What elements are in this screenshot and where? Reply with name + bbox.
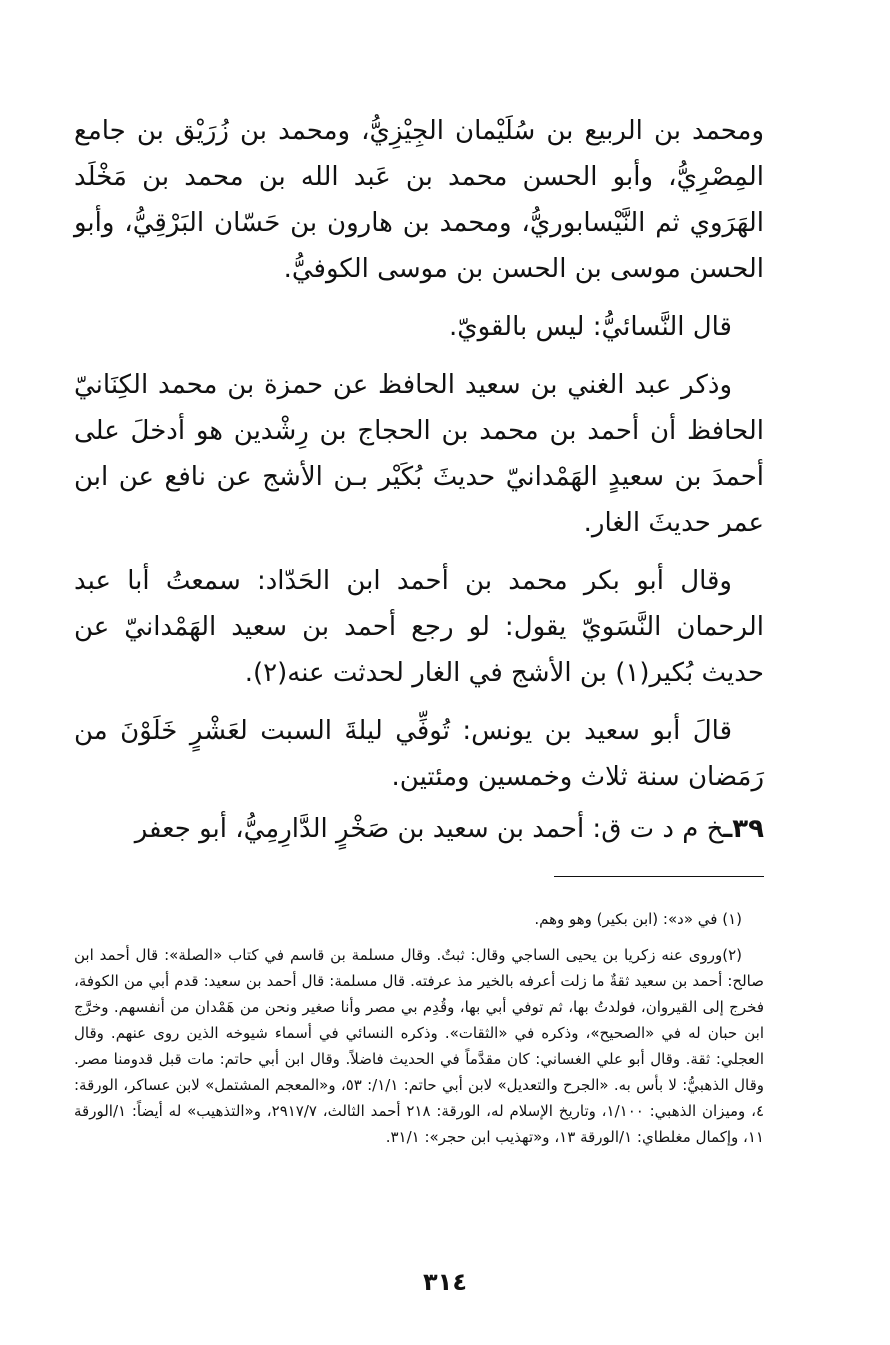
paragraph-narrators: ومحمد بن الربيع بن سُلَيْمان الجِيْزِيُّ، ومحمد بن زُرَيْق بن جامع المِصْرِيُّ، وأبو الحسن محمد بن عَبد الله بن محمد بن مَخْلَد الهَرَوي ثم النَّيْسابوريُّ، ومحمد بن هارون بن حَسّان البَرْقِيُّ، وأبو الحسن موسى بن الحسن بن موسى الكوفيُّ. [74, 116, 764, 284]
entry-number: ٣٩ـ [723, 814, 764, 844]
footnote-divider [554, 876, 764, 877]
paragraph-nasai-opinion: قال النَّسائيُّ: ليس بالقويّ. [448, 312, 732, 342]
main-text [74, 108, 764, 864]
page-number: ٣١٤ [423, 1268, 467, 1296]
footnotes [74, 906, 764, 1160]
footnote-1: (١) في «د»: (ابن بكير) وهو وهم. [534, 910, 742, 928]
entry-text: خ م د ت ق: أحمد بن سعيد بن صَخْرٍ الدَّارِمِيُّ، أبو جعفر [134, 814, 724, 844]
paragraph-ibn-yunus: قالَ أبو سعيد بن يونس: تُوفِّي ليلةَ السبت لعَشْرٍ خَلَوْنَ من رَمَضان سنة ثلاث وخمسين ومئتين. [74, 716, 764, 792]
entry-heading [74, 806, 764, 852]
paragraph-abd-al-ghani: وذكر عبد الغني بن سعيد الحافظ عن حمزة بن محمد الكِنَانيّ الحافظ أن أحمد بن محمد بن الحجاج بن رِشْدين هو أدخلَ على أحمدَ بن سعيدٍ الهَمْدانيّ حديثَ بُكَيْر بـن الأشج عن نافع عن ابن عمر حديثَ الغار. [74, 370, 764, 538]
paragraph-ibn-al-haddad: وقال أبو بكر محمد بن أحمد ابن الحَدّاد: سمعتُ أبا عبد الرحمان النَّسَويّ يقول: لو رجع أحمد بن سعيد الهَمْدانيّ عن حديث بُكير(١) بن الأشج في الغار لحدثت عنه(٢). [74, 566, 764, 688]
footnote-2: (٢)وروى عنه زكريا بن يحيى الساجي وقال: ثبتٌ. وقال مسلمة بن قاسم في كتاب «الصلة»: قال أحمد ابن صالح: أحمد بن سعيد ثقةٌ ما زلت أعرفه بالخير مذ عرفته. قال مسلمة: قال أحمد بن سعيد: قدم أبي من الكوفة، فخرج إلى القيروان، فولدتُ بها، ثم توفي أبي بها، وقُدِم بي مصر وأنا صغير ونحن من هَمْدان من أنفسهم. وخرَّج ابن حبان له في «الصحيح»، وذكره في «الثقات». وذكره النسائي في أسماء شيوخه الذين روى عنهم. وقال العجلي: ثقة. وقال أبو علي الغساني: كان مقدَّماً في الحديث فاضلاً. وقال ابن أبي حاتم: مات قبل قدومنا مصر. وقال الذهبيُّ: لا بأس به. «الجرح والتعديل» لابن أبي حاتم: ١/١/: ٥٣، و«المعجم المشتمل» لابن عساكر، الورقة: ٤، وميزان الذهبي: ١/١٠٠، وتاريخ الإسلام له، الورقة: ٢١٨ أحمد الثالث، ٢٩١٧/٧، و«التذهيب» له أيضاً: ١/الورقة ١١، وإكمال مغلطاي: ١/الورقة ١٣، و«تهذيب ابن حجر»: ٣١/١. [74, 946, 765, 1146]
